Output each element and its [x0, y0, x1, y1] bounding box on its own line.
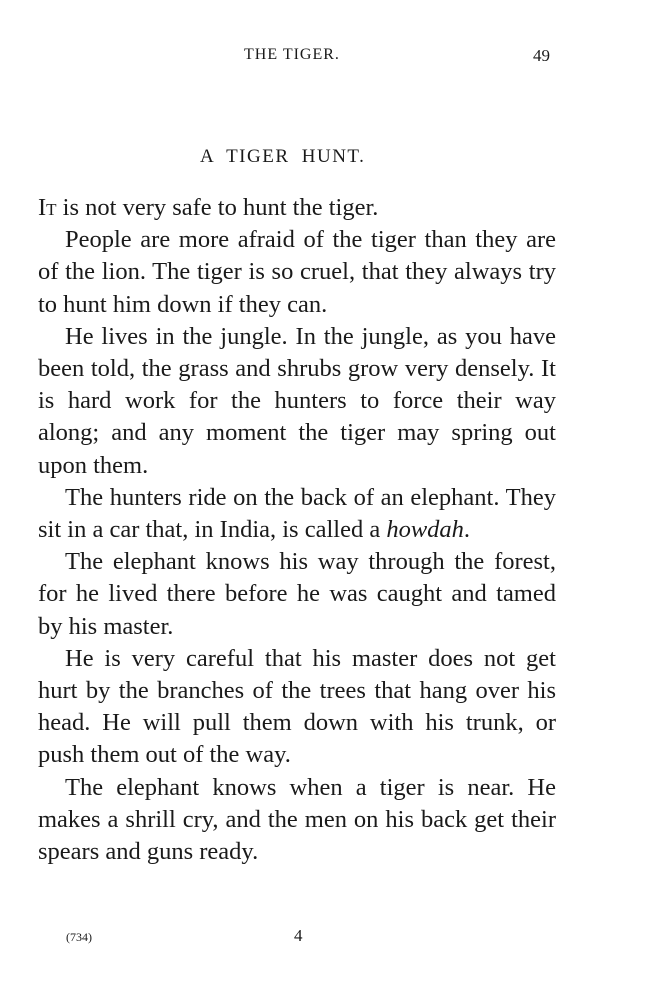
section-heading: A TIGER HUNT.	[200, 146, 366, 167]
printer-mark: (734)	[66, 930, 92, 944]
paragraph-text: is not very safe to hunt the tiger.	[56, 194, 379, 221]
signature-mark: 4	[294, 926, 303, 945]
body-text	[38, 192, 556, 868]
running-title: THE TIGER.	[244, 46, 340, 63]
paragraph-2: People are more afraid of the tiger than they are of the lion. The tiger is so cruel, that they always try to hunt him down if they can.	[38, 226, 556, 318]
paragraph-1	[38, 192, 556, 224]
paragraph-7: The elephant knows when a tiger is near. He makes a shrill cry, and the men on his back get their spears and guns ready.	[38, 773, 556, 866]
italic-term: howdah	[386, 516, 464, 544]
paragraph-lead-word: It	[38, 194, 57, 221]
page-number: 49	[533, 46, 550, 65]
paragraph-5: The elephant knows his way through the forest, for he lived there before he was caught and tamed by his master.	[38, 548, 556, 640]
paragraph-4	[38, 482, 556, 546]
paragraph-punctuation: .	[463, 516, 471, 544]
paragraph-3: He lives in the jungle. In the jungle, as you have been told, the grass and shrubs grow very densely. It is hard work for the hunters to force their way along; and any moment the tiger may spring out upon them.	[38, 322, 556, 479]
running-head	[0, 46, 652, 70]
paragraph-6: He is very careful that his master does not get hurt by the branches of the trees that hang over his head. He will pull them down with his trunk, or push them out of the way.	[38, 644, 556, 769]
paragraph-text: The hunters ride on the back of an elephant. They sit in a car that, in India, is called a	[38, 483, 556, 544]
